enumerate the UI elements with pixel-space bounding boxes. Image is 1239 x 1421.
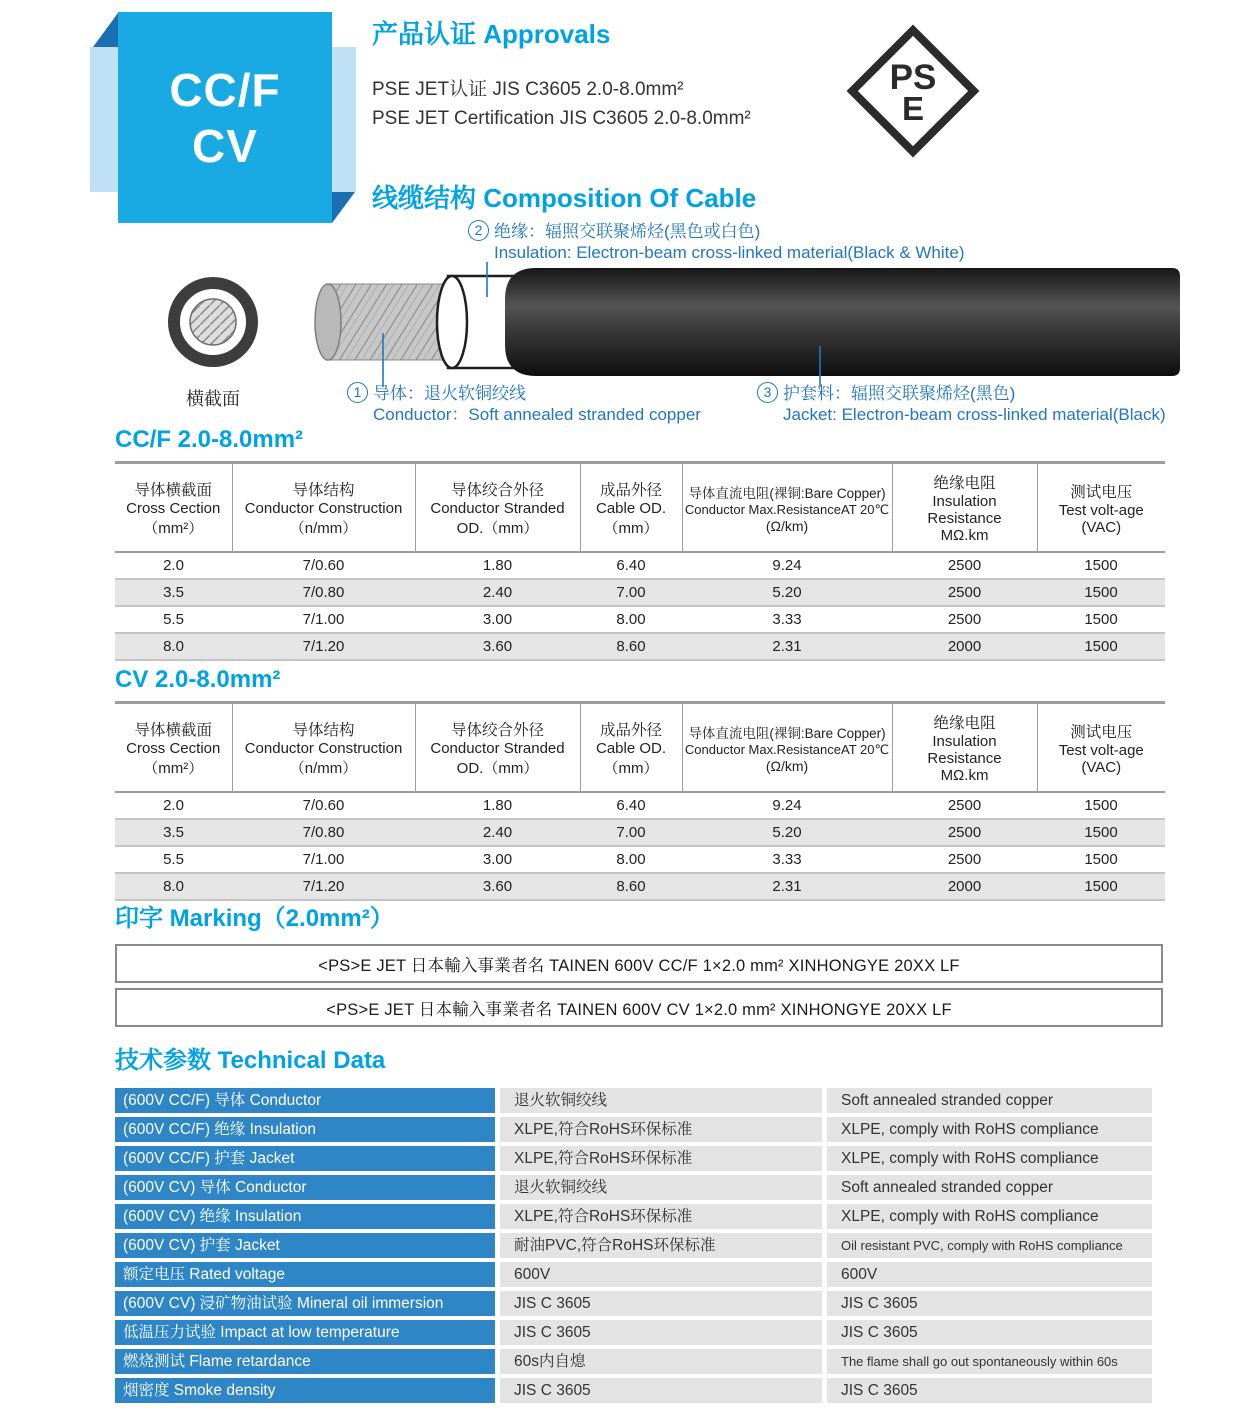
spec-cell: 8.60 [580, 633, 682, 660]
spec-cell: 2500 [892, 792, 1037, 819]
spec-row [115, 579, 1165, 606]
spec-header-en: Insulation Resistance [927, 493, 1002, 527]
tech-row [115, 1291, 1155, 1316]
tech-label: (600V CV) 护套 Jacket [115, 1233, 495, 1258]
spec-cell: 3.33 [682, 606, 892, 633]
spec-cell: 5.5 [115, 846, 232, 873]
tech-val-en: 600V [827, 1262, 1152, 1287]
tech-val-en: Soft annealed stranded copper [827, 1088, 1152, 1113]
spec-header-cell [115, 703, 232, 793]
approvals-title: 产品认证 Approvals [372, 19, 611, 49]
spec-cell: 3.60 [415, 873, 580, 900]
spec-row [115, 552, 1165, 579]
spec-cell: 8.0 [115, 873, 232, 900]
cv-spec-table [115, 701, 1165, 901]
spec-cell: 2500 [892, 579, 1037, 606]
spec-row [115, 819, 1165, 846]
tech-val-en: Oil resistant PVC, comply with RoHS compliance [827, 1233, 1152, 1258]
spec-header-unit: OD.（mm） [456, 759, 539, 777]
callout-conductor-en: Conductor：Soft annealed stranded copper [373, 405, 701, 424]
spec-header-en: Conductor Construction [244, 739, 403, 757]
spec-header-en: Conductor Construction [244, 499, 403, 517]
spec-cell: 7/0.80 [232, 579, 415, 606]
tech-label: (600V CC/F) 护套 Jacket [115, 1146, 495, 1171]
spec-cell: 1500 [1037, 792, 1165, 819]
spec-header-en: Test volt-age [1058, 501, 1144, 519]
pse-text-top: PS [889, 57, 937, 97]
spec-header-unit: (Ω/km) [765, 757, 809, 774]
spec-header-unit: （mm） [603, 519, 659, 537]
callout-insulation [468, 221, 965, 263]
spec-row [115, 873, 1165, 900]
spec-header-en: Cable OD. [595, 499, 667, 517]
spec-header-cn: 导体结构 [292, 481, 355, 499]
tech-val-cn: 600V [500, 1262, 822, 1287]
spec-cell: 8.00 [580, 606, 682, 633]
callout-jacket-text [783, 383, 1166, 425]
spec-header-en: Test volt-age [1058, 741, 1144, 759]
marking-section [115, 898, 1165, 1032]
marking-line-ccf: <PS>E JET 日本輸入事業者名 TAINEN 600V CC/F 1×2.0 mm² XINHONGYE 20XX LF [115, 944, 1163, 983]
spec-header-cell [415, 463, 580, 553]
spec-header-unit: (Ω/km) [765, 517, 809, 534]
product-name-line1: CC/F [169, 63, 281, 116]
spec-cell: 2500 [892, 846, 1037, 873]
callout-2-number-icon: 2 [468, 220, 489, 241]
spec-header-en: Conductor Max.ResistanceAT 20℃ [684, 741, 890, 757]
spec-header-unit: （n/mm） [289, 759, 358, 777]
spec-header-cell [682, 703, 892, 793]
tech-row [115, 1175, 1155, 1200]
spec-header-cell [232, 703, 415, 793]
spec-header-cn: 导体结构 [292, 721, 355, 739]
spec-header-cell [580, 703, 682, 793]
tech-label: 烟密度 Smoke density [115, 1378, 495, 1403]
spec-header-cn: 测试电压 [1070, 723, 1133, 741]
spec-cell: 1500 [1037, 579, 1165, 606]
tech-label: 额定电压 Rated voltage [115, 1262, 495, 1287]
tech-row [115, 1320, 1155, 1345]
spec-header-cell [115, 463, 232, 553]
tech-label: (600V CV) 导体 Conductor [115, 1175, 495, 1200]
spec-header-cn: 绝缘电阻 [933, 475, 996, 492]
spec-cell: 2500 [892, 552, 1037, 579]
spec-header-cn: 导体直流电阻(裸铜:Bare Copper) [688, 725, 886, 741]
callout-conductor-text [373, 383, 701, 425]
spec-header-unit: MΩ.km [940, 767, 989, 784]
callout-jacket-cn: 护套料：辐照交联聚烯烃(黑色) [783, 384, 1016, 403]
spec-header-en: Conductor Stranded [430, 739, 565, 757]
tech-row [115, 1204, 1155, 1229]
marking-line-cv: <PS>E JET 日本輸入事業者名 TAINEN 600V CV 1×2.0 mm² XINHONGYE 20XX LF [115, 988, 1163, 1027]
tech-label: 低温压力试验 Impact at low temperature [115, 1320, 495, 1345]
spec-header-cn: 导体绞合外径 [450, 721, 544, 739]
tech-val-cn: 退火软铜绞线 [500, 1175, 822, 1200]
tech-val-en: The flame shall go out spontaneously within 60s [827, 1349, 1152, 1374]
spec-cell: 7/1.20 [232, 873, 415, 900]
spec-header-cell [682, 463, 892, 553]
composition-title: 线缆结构 Composition Of Cable [372, 183, 757, 213]
tech-val-cn: 退火软铜绞线 [500, 1088, 822, 1113]
spec-header-cell [892, 463, 1037, 553]
callout-jacket [757, 383, 1166, 425]
tech-row [115, 1233, 1155, 1258]
spec-header-row [115, 463, 1165, 553]
spec-header-cell [415, 703, 580, 793]
spec-cell: 7.00 [580, 579, 682, 606]
spec-cell: 7.00 [580, 819, 682, 846]
spec-cell: 8.60 [580, 873, 682, 900]
approval-line-1: PSE JET认证 JIS C3605 2.0-8.0mm² [372, 79, 684, 100]
tech-row [115, 1146, 1155, 1171]
spec-header-en: Insulation Resistance [927, 733, 1002, 767]
spec-header-cn: 导体直流电阻(裸铜:Bare Copper) [688, 485, 886, 501]
tech-label: (600V CV) 浸矿物油试验 Mineral oil immersion [115, 1291, 495, 1316]
spec-header-cn: 成品外径 [599, 481, 662, 499]
spec-cell: 7/0.60 [232, 552, 415, 579]
spec-cell: 5.20 [682, 819, 892, 846]
spec-cell: 2000 [892, 633, 1037, 660]
spec-cell: 2000 [892, 873, 1037, 900]
approval-line-2: PSE JET Certification JIS C3605 2.0-8.0mm² [372, 108, 751, 129]
tech-val-cn: JIS C 3605 [500, 1378, 822, 1403]
spec-cell: 1500 [1037, 606, 1165, 633]
spec-header-cn: 成品外径 [599, 721, 662, 739]
spec-header-en: Conductor Stranded [430, 499, 565, 517]
spec-cell: 1500 [1037, 633, 1165, 660]
spec-header-en: Conductor Max.ResistanceAT 20℃ [684, 501, 890, 517]
spec-header-unit: OD.（mm） [456, 519, 539, 537]
spec-cell: 3.00 [415, 846, 580, 873]
tech-row [115, 1349, 1155, 1374]
spec-header-unit: MΩ.km [940, 527, 989, 544]
spec-row [115, 633, 1165, 660]
tech-row [115, 1262, 1155, 1287]
spec-header-unit: （mm） [603, 759, 659, 777]
ccf-spec-table [115, 461, 1165, 661]
spec-cell: 3.60 [415, 633, 580, 660]
spec-header-cn: 导体横截面 [134, 481, 212, 499]
spec-header-cell [892, 703, 1037, 793]
spec-cell: 1500 [1037, 819, 1165, 846]
tech-val-en: XLPE, comply with RoHS compliance [827, 1146, 1152, 1171]
spec-cell: 7/0.80 [232, 819, 415, 846]
spec-header-unit: （n/mm） [289, 519, 358, 537]
product-name-line2: CV [192, 119, 258, 172]
spec-header-cell [232, 463, 415, 553]
spec-header-cn: 导体横截面 [134, 721, 212, 739]
spec-cell: 3.33 [682, 846, 892, 873]
spec-cell: 7/1.00 [232, 606, 415, 633]
tech-val-en: JIS C 3605 [827, 1291, 1152, 1316]
technical-data-section [115, 1040, 1155, 1407]
tech-val-cn: JIS C 3605 [500, 1291, 822, 1316]
tech-val-en: XLPE, comply with RoHS compliance [827, 1117, 1152, 1142]
tech-val-cn: 60s内自熄 [500, 1349, 822, 1374]
pse-certification-mark [843, 20, 983, 165]
technical-data-title: 技术参数 Technical Data [115, 1047, 386, 1074]
spec-cell: 5.5 [115, 606, 232, 633]
spec-cell: 2500 [892, 606, 1037, 633]
spec-cell: 3.5 [115, 819, 232, 846]
spec-header-unit: （mm²） [143, 759, 204, 777]
ccf-spec-section [115, 426, 1165, 661]
marking-title: 印字 Marking（2.0mm²） [115, 905, 394, 932]
cv-spec-section [115, 666, 1165, 901]
cv-table-title: CV 2.0-8.0mm² [115, 666, 281, 693]
callout-conductor [347, 383, 701, 425]
spec-cell: 3.5 [115, 579, 232, 606]
ccf-table-title: CC/F 2.0-8.0mm² [115, 426, 304, 453]
spec-cell: 6.40 [580, 792, 682, 819]
callout-insulation-en: Insulation: Electron-beam cross-linked material(Black & White) [494, 243, 965, 262]
pse-text-bottom: E [901, 89, 924, 127]
spec-cell: 8.0 [115, 633, 232, 660]
tech-rows [115, 1088, 1155, 1403]
spec-row [115, 606, 1165, 633]
tech-val-en: JIS C 3605 [827, 1378, 1152, 1403]
spec-header-cn: 测试电压 [1070, 483, 1133, 501]
spec-cell: 2.31 [682, 633, 892, 660]
spec-cell: 7/0.60 [232, 792, 415, 819]
tech-label: (600V CC/F) 导体 Conductor [115, 1088, 495, 1113]
spec-row [115, 846, 1165, 873]
spec-header-cn: 导体绞合外径 [450, 481, 544, 499]
spec-header-cell [580, 463, 682, 553]
spec-cell: 2.40 [415, 579, 580, 606]
spec-cell: 2.31 [682, 873, 892, 900]
callout-3-number-icon: 3 [757, 382, 778, 403]
callout-1-number-icon: 1 [347, 382, 368, 403]
spec-cell: 5.20 [682, 579, 892, 606]
spec-cell: 2.0 [115, 552, 232, 579]
callout-insulation-cn: 绝缘：辐照交联聚烯烃(黑色或白色) [494, 222, 761, 241]
spec-header-en: Cross Cection [126, 739, 221, 757]
product-name-badge [118, 12, 332, 223]
spec-cell: 9.24 [682, 552, 892, 579]
pse-mark-text [843, 20, 983, 165]
ribbon-fold-top-left [93, 13, 118, 47]
tech-val-en: JIS C 3605 [827, 1320, 1152, 1345]
tech-label: (600V CC/F) 绝缘 Insulation [115, 1117, 495, 1142]
spec-header-cn: 绝缘电阻 [933, 715, 996, 732]
tech-label: (600V CV) 绝缘 Insulation [115, 1204, 495, 1229]
spec-cell: 8.00 [580, 846, 682, 873]
product-logo-block [90, 10, 356, 225]
spec-header-unit: (VAC) [1081, 518, 1122, 536]
spec-cell: 6.40 [580, 552, 682, 579]
spec-header-en: Cable OD. [595, 739, 667, 757]
spec-cell: 2500 [892, 819, 1037, 846]
spec-header-unit: (VAC) [1081, 758, 1122, 776]
tech-val-cn: XLPE,符合RoHS环保标准 [500, 1204, 822, 1229]
spec-header-en: Cross Cection [126, 499, 221, 517]
cross-section-label: 横截面 [186, 389, 240, 409]
spec-cell: 9.24 [682, 792, 892, 819]
tech-val-en: XLPE, comply with RoHS compliance [827, 1204, 1152, 1229]
tech-row [115, 1117, 1155, 1142]
spec-cell: 1500 [1037, 846, 1165, 873]
callout-insulation-text [494, 221, 965, 263]
spec-cell: 3.00 [415, 606, 580, 633]
spec-cell: 7/1.20 [232, 633, 415, 660]
tech-val-en: Soft annealed stranded copper [827, 1175, 1152, 1200]
spec-cell: 1.80 [415, 552, 580, 579]
spec-cell: 7/1.00 [232, 846, 415, 873]
spec-header-cell [1037, 703, 1165, 793]
callout-jacket-en: Jacket: Electron-beam cross-linked material(Black) [783, 405, 1166, 424]
spec-cell: 1.80 [415, 792, 580, 819]
tech-row [115, 1088, 1155, 1113]
tech-val-cn: XLPE,符合RoHS环保标准 [500, 1117, 822, 1142]
callout-conductor-cn: 导体：退火软铜绞线 [373, 384, 526, 403]
tech-label: 燃烧测试 Flame retardance [115, 1349, 495, 1374]
spec-cell: 2.40 [415, 819, 580, 846]
spec-header-row [115, 703, 1165, 793]
spec-cell: 2.0 [115, 792, 232, 819]
spec-cell: 1500 [1037, 873, 1165, 900]
tech-val-cn: JIS C 3605 [500, 1320, 822, 1345]
spec-header-unit: （mm²） [143, 519, 204, 537]
tech-row [115, 1378, 1155, 1403]
tech-val-cn: 耐油PVC,符合RoHS环保标准 [500, 1233, 822, 1258]
spec-cell: 1500 [1037, 552, 1165, 579]
spec-header-cell [1037, 463, 1165, 553]
spec-row [115, 792, 1165, 819]
tech-val-cn: XLPE,符合RoHS环保标准 [500, 1146, 822, 1171]
